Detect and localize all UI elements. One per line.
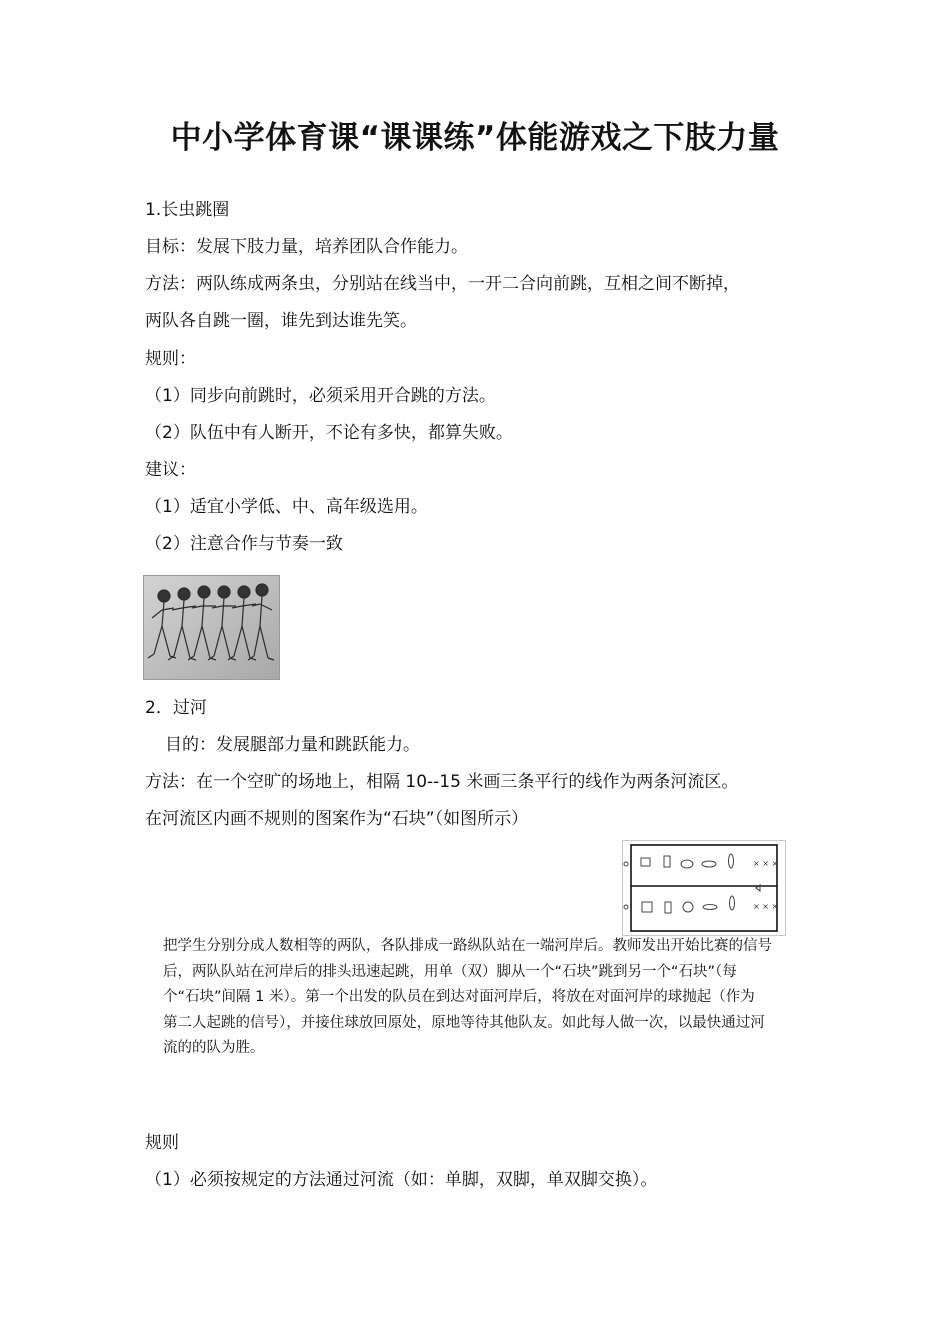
section1-rule-1: （1）同步向前跳时，必须采用开合跳的方法。 [145,386,496,406]
description-line-1: 把学生分别分成人数相等的两队，各队排成一路纵队站在一端河岸后。教师发出开始比赛的信号 [163,938,772,954]
team-marks-top: × × × [753,859,779,868]
section1-method-line2: 两队各自跳一圈，谁先到达谁先笑。 [145,311,417,331]
river-crossing-diagram [622,840,786,936]
description-line-5: 流的的队为胜。 [163,1040,265,1056]
section2-rule-1: （1）必须按规定的方法通过河流（如：单脚，双脚，单双脚交换）。 [145,1170,658,1190]
section1-suggestion-2: （2）注意合作与节奏一致 [145,534,343,554]
description-line-3: 个“石块”间隔 1 米）。第一个出发的队员在到达对面河岸后，将放在对面河岸的球抛起（作为 [163,989,755,1005]
section1-suggest-label: 建议： [145,460,196,480]
section2-heading: 2．过河 [145,698,207,718]
page-title: 中小学体育课“课课练”体能游戏之下肢力量 [170,120,780,156]
section1-heading: 1.长虫跳圈 [145,200,230,220]
section1-method-line1: 方法：两队练成两条虫，分别站在线当中，一开二合向前跳，互相之间不断掉， [145,274,740,294]
students-chain-illustration [144,576,279,679]
team-marks-bottom: × × × [753,902,779,911]
section1-rules-label: 规则： [145,349,196,369]
section1-rule-2: （2）队伍中有人断开，不论有多快，都算失败。 [145,423,513,443]
description-line-2: 后，两队队站在河岸后的排头迅速起跳，用单（双）脚从一个“石块”跳到另一个“石块”（每 [163,963,737,980]
section1-goal: 目标：发展下肢力量，培养团队合作能力。 [145,237,468,257]
description-line-4: 第二人起跳的信号），并接住球放回原处，原地等待其他队友。如此每人做一次，以最快通过河 [163,1014,765,1031]
section2-method-line2: 在河流区内画不规则的图案作为“石块”（如图所示） [145,809,529,829]
section1-suggestion-1: （1）适宜小学低、中、高年级选用。 [145,497,428,517]
river-diagram-drawing [623,841,785,935]
section2-description [163,934,863,1062]
section2-method-line1: 方法：在一个空旷的场地上，相隔 10--15 米画三条平行的线作为两条河流区。 [145,772,739,792]
section2-rules-label: 规则 [145,1133,179,1153]
section2-purpose: 目的：发展腿部力量和跳跃能力。 [165,735,420,755]
students-chain-photo [143,575,280,680]
